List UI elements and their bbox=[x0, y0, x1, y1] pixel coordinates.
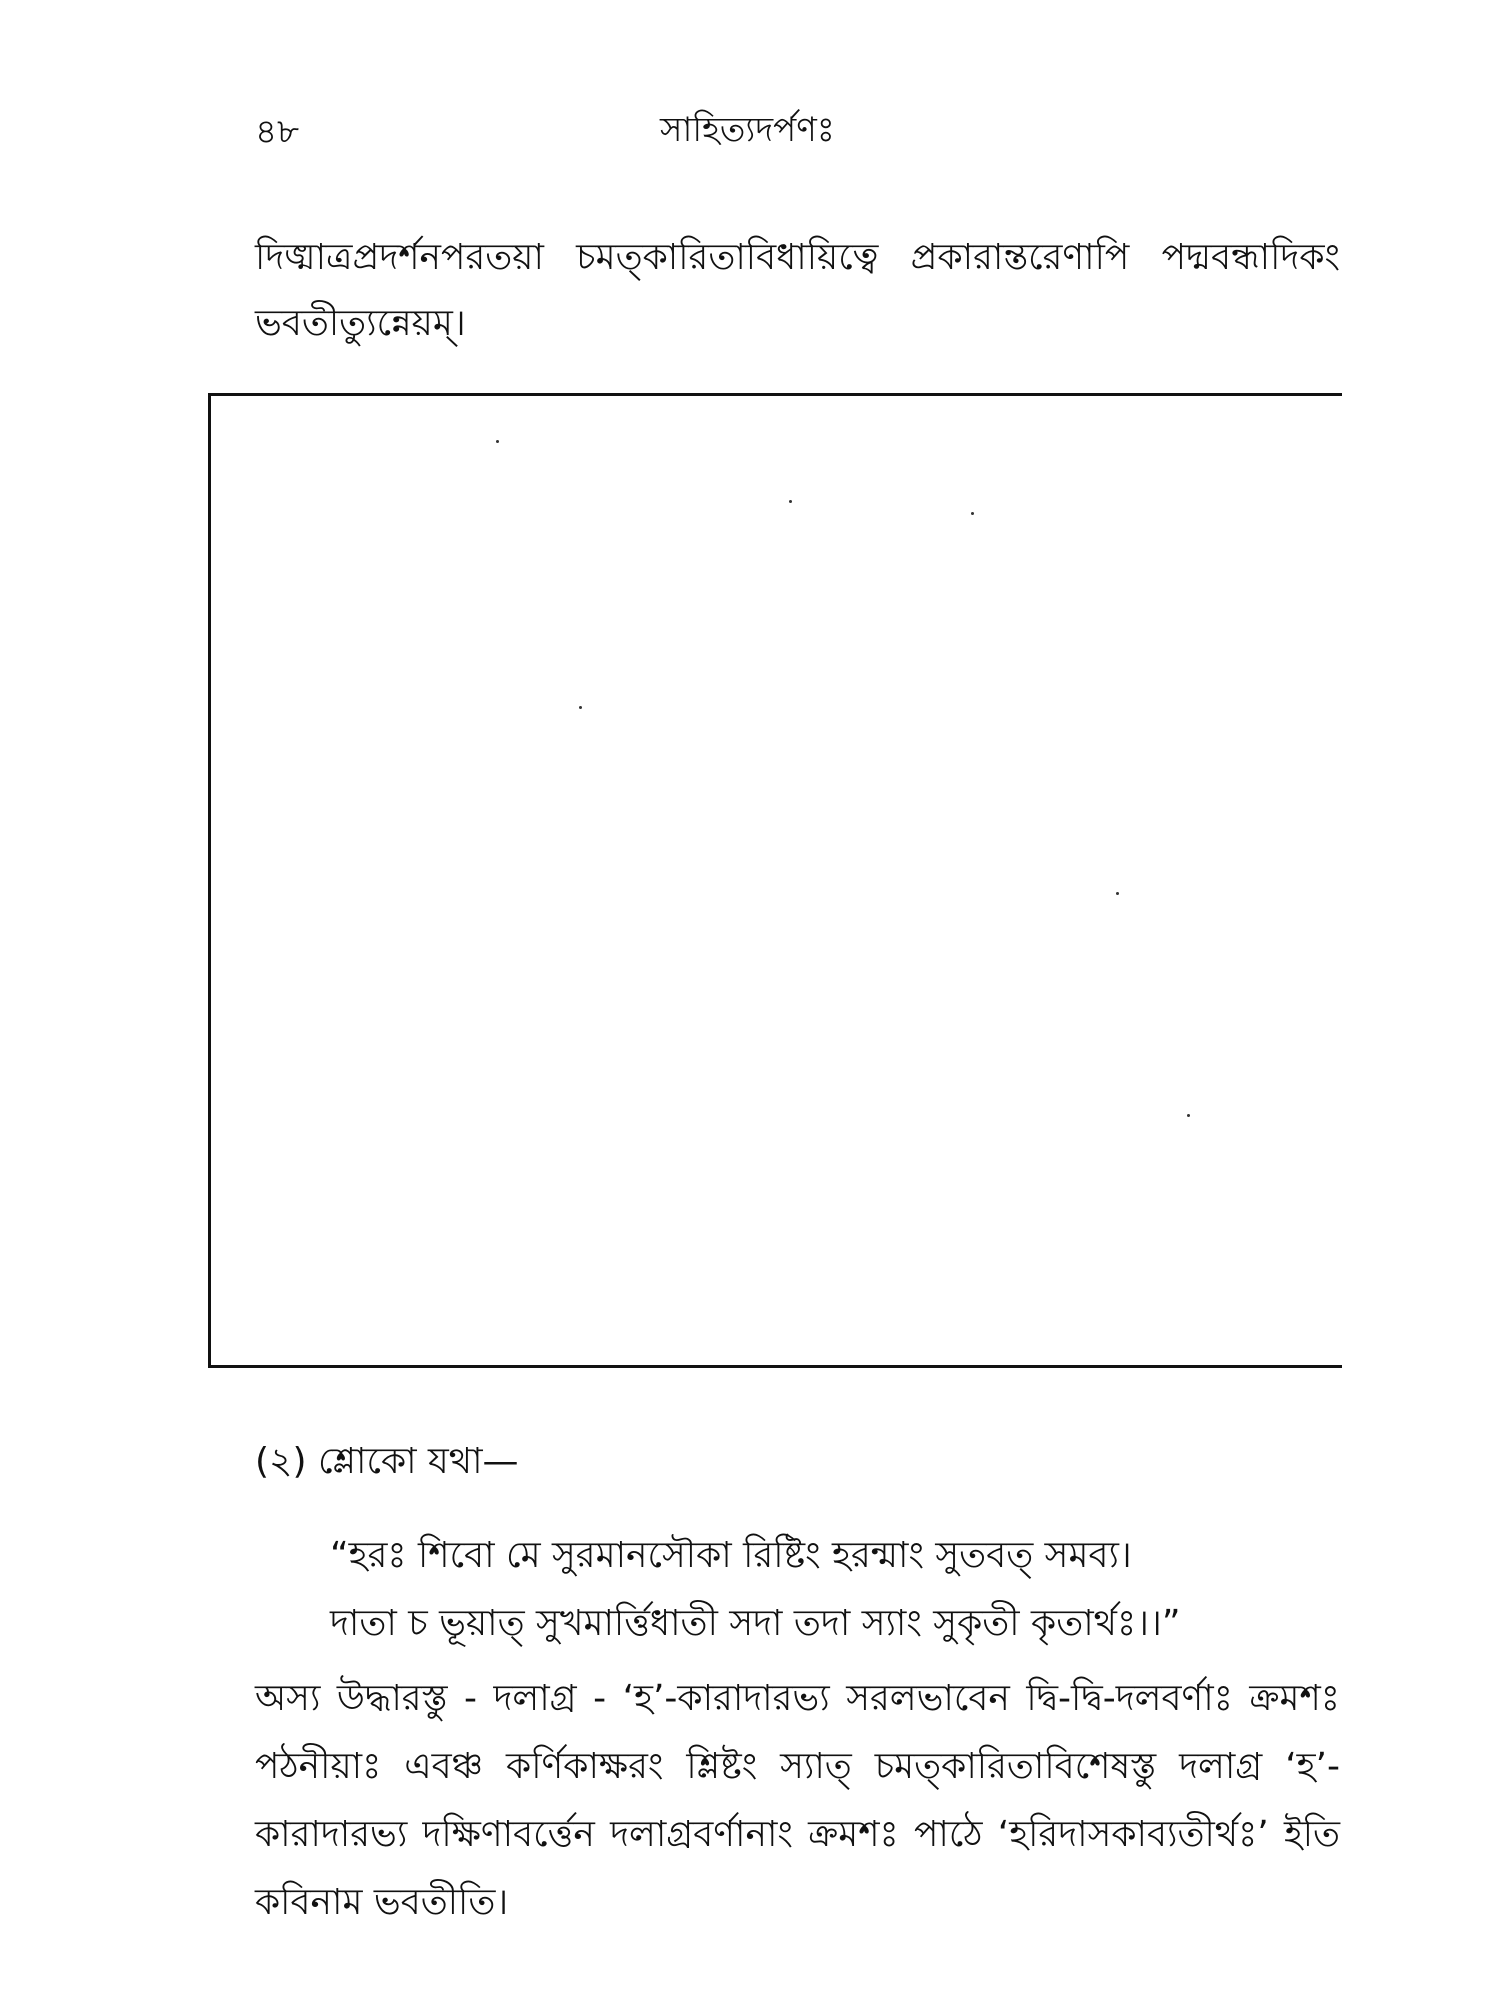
print-speck bbox=[579, 706, 582, 709]
print-speck bbox=[971, 512, 974, 515]
verse-block bbox=[330, 1522, 1181, 1658]
running-title: সাহিত্যদর্পণঃ bbox=[660, 110, 835, 150]
print-speck bbox=[496, 440, 499, 443]
print-speck bbox=[1116, 892, 1119, 895]
verse-line: “হরঃ শিবো মে সুরমানসৌকা রিষ্টিং হরন্মাং সুতবত্ সমব্য। bbox=[330, 1535, 1132, 1576]
intro-paragraph: দিঙ্মাত্রপ্রদর্শনপরতয়া চমত্কারিতাবিধায়িত্বে প্রকারান্তরেণাপি পদ্মবন্ধাদিকং ভবতীত্যুন্নেয়ম্। bbox=[255, 237, 1340, 344]
page-number: ৪৮ bbox=[255, 112, 300, 152]
verse-line: দাতা চ ভূয়াত্ সুখমার্ত্তিধাতী সদা তদা স্যাং সুকৃতী কৃতার্থঃ।।” bbox=[330, 1603, 1181, 1644]
print-speck bbox=[789, 500, 792, 503]
explanation-paragraph: অস্য উদ্ধারস্তু - দলাগ্র - ‘হ’-কারাদারভ্য সরলভাবেন দ্বি-দ্বি-দলবর্ণাঃ ক্রমশঃ পঠনীয়াঃ এবঞ্চ কর্ণিকাক্ষরং শ্লিষ্টং স্যাত্ চমত্কারিতাবিশেষস্তু দলাগ্র ‘হ’-কারাদারভ্য দক্ষিণাবর্ত্তেন দলাগ্রবর্ণানাং ক্রমশঃ পাঠে ‘হরিদাসকাব্যতীর্থঃ’ ইতি কবিনাম ভবতীতি। bbox=[255, 1678, 1340, 1923]
print-speck bbox=[1187, 1114, 1190, 1117]
example-label: (২) শ্লোকো যথা— bbox=[255, 1441, 519, 1482]
figure-frame bbox=[208, 393, 1342, 1368]
